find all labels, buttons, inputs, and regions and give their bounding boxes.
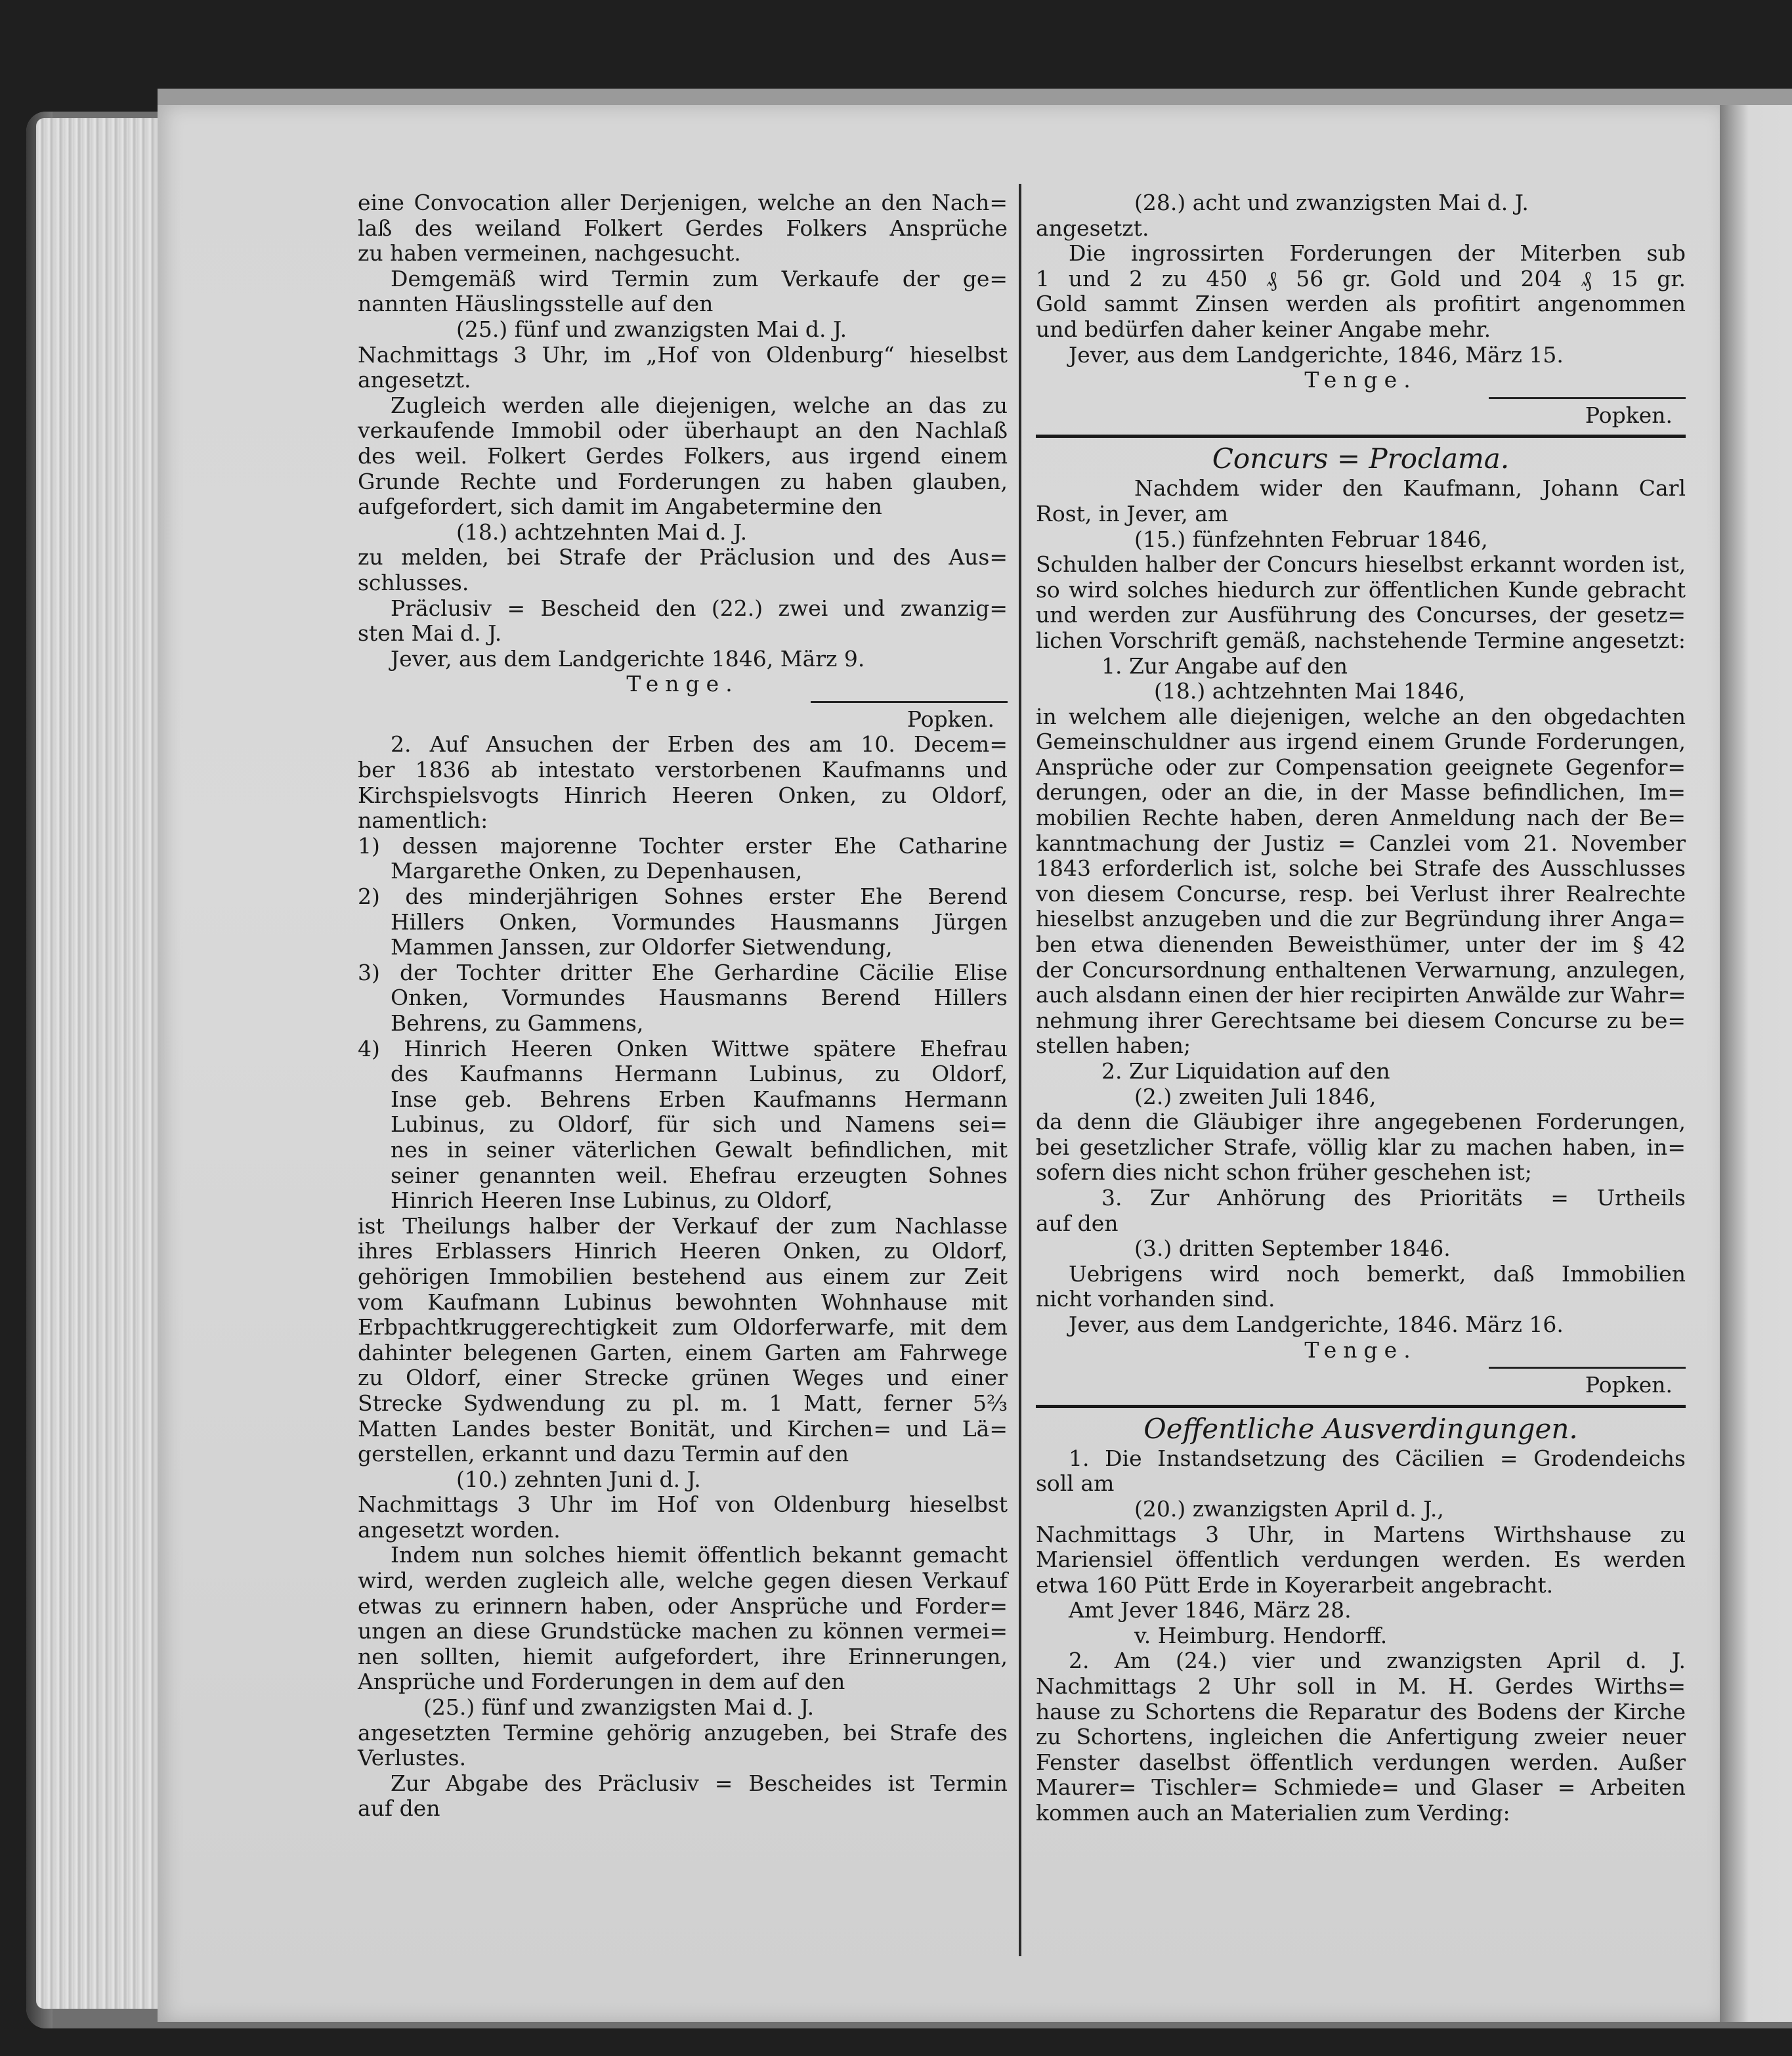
text-line: Hinrich Heeren Inse Lubinus, zu Oldorf, (391, 1188, 833, 1214)
text-line: laß des weiland Folkert Gerdes Folkers Ansprüche (358, 215, 1008, 241)
text-line: 3. Zur Anhörung des Prioritäts = Urtheils (1101, 1184, 1686, 1210)
text-line: des weil. Folkert Gerdes Folkers, aus irgend einem (358, 442, 1008, 469)
text-line: Zugleich werden alle diejenigen, welche an das zu (391, 392, 1008, 418)
text-line: Fenster daselbst öffentlich verdungen werden. Außer (1036, 1749, 1686, 1775)
text-line: Ansprüche oder zur Compensation geeignete Gegenfor= (1036, 754, 1686, 780)
text-line: Strecke Sydwendung zu pl. m. 1 Matt, ferner 5⅔ (358, 1390, 1008, 1416)
signature-rule (1489, 1367, 1686, 1369)
text-line: lichen Vorschrift gemäß, nachstehende Termine angesetzt: (1036, 627, 1686, 653)
text-line: (10.) zehnten Juni d. J. (456, 1466, 701, 1492)
text-line: Demgemäß wird Termin zum Verkaufe der ge= (391, 265, 1008, 291)
text-line: nehmung ihrer Gerechtsame bei diesem Concurse zu be= (1036, 1007, 1686, 1033)
signature-rule (1489, 397, 1686, 399)
text-line: Mammen Janssen, zur Oldorfer Sietwendung, (391, 934, 893, 960)
text-line: hause zu Schortens die Reparatur des Bodens der Kirche (1036, 1698, 1686, 1724)
text-line: (15.) fünfzehnten Februar 1846, (1134, 526, 1488, 552)
text-line: Maurer= Tischler= Schmiede= und Glaser = Arbeiten (1036, 1774, 1686, 1801)
text-line: kanntmachung der Justiz = Canzlei vom 21. November (1036, 830, 1686, 856)
text-line: Grunde Rechte und Forderungen zu haben glauben, (358, 468, 1008, 494)
text-line: (25.) fünf und zwanzigsten Mai d. J. (423, 1694, 815, 1721)
text-line: Verlustes. (358, 1745, 467, 1771)
text-line: 2. Zur Liquidation auf den (1101, 1058, 1390, 1084)
text-line: Tenge. (1304, 1337, 1417, 1363)
text-line: Amt Jever 1846, März 28. (1069, 1597, 1352, 1623)
text-line: ben etwa dienenden Beweisthümer, unter der im § 42 (1036, 932, 1686, 958)
text-line: schlusses. (358, 569, 469, 595)
text-line: stellen haben; (1036, 1033, 1191, 1059)
section-divider (1036, 435, 1686, 438)
page-edges (36, 118, 167, 2009)
left-text-column (358, 190, 1008, 1822)
text-line: Onken, Vormundes Hausmanns Berend Hillers (391, 985, 1008, 1011)
text-line: Gemeinschuldner aus irgend einem Grunde Forderungen, (1036, 729, 1686, 755)
text-line: Inse geb. Behrens Erben Kaufmanns Hermann (391, 1086, 1008, 1112)
text-line: (18.) achtzehnten Mai 1846, (1154, 678, 1466, 704)
text-line: sofern dies nicht schon früher geschehen ist; (1036, 1159, 1532, 1186)
text-line: Indem nun solches hiemit öffentlich bekannt gemacht (391, 1542, 1008, 1568)
text-line: Nachmittags 3 Uhr im Hof von Oldenburg hieselbst (358, 1491, 1008, 1518)
text-line: kommen auch an Materialien zum Verding: (1036, 1800, 1510, 1826)
text-line: Zur Abgabe des Präclusiv = Bescheides ist Termin (391, 1770, 1008, 1796)
text-line: 4) Hinrich Heeren Onken Wittwe spätere Ehefrau (358, 1035, 1008, 1061)
text-line: gehörigen Immobilien bestehend aus einem zur Zeit (358, 1263, 1008, 1289)
section-heading: Oeffentliche Ausverdingungen. (1143, 1412, 1578, 1445)
text-line: 1) dessen majorenne Tochter erster Ehe Catharine (358, 832, 1008, 859)
text-line: angesetzt. (358, 367, 471, 393)
text-line: etwas zu erinnern haben, oder Ansprüche und Forder= (358, 1593, 1008, 1619)
text-line: derungen, oder an die, in der Masse befindlichen, Im= (1036, 779, 1686, 805)
text-line: auf den (358, 1795, 440, 1822)
text-line: 1. Die Instandsetzung des Cäcilien = Grodendeichs (1069, 1445, 1686, 1471)
text-line: von diesem Concurse, resp. bei Verlust ihrer Realrechte (1036, 880, 1686, 907)
section-divider (1036, 1405, 1686, 1408)
text-line: seiner genannten weil. Ehefrau erzeugten Sohnes (391, 1162, 1008, 1188)
text-line: Rost, in Jever, am (1036, 500, 1229, 526)
text-line: ungen an diese Grundstücke machen zu können vermei= (358, 1618, 1008, 1644)
text-line: ist Theilungs halber der Verkauf der zum Nachlasse (358, 1212, 1008, 1239)
text-line: angesetzt. (1036, 215, 1149, 241)
text-line: Kirchspielsvogts Hinrich Heeren Onken, zu Oldorf, (358, 782, 1008, 808)
text-line: in welchem alle diejenigen, welche an den obgedachten (1036, 703, 1686, 729)
text-line: Präclusiv = Bescheid den (22.) zwei und zwanzig= (391, 595, 1008, 621)
text-line: und werden zur Ausführung des Concurses, der gesetz= (1036, 602, 1686, 628)
text-line: Behrens, zu Gammens, (391, 1010, 644, 1036)
text-line: 1. Zur Angabe auf den (1101, 653, 1348, 679)
text-line: Ansprüche und Forderungen in dem auf den (358, 1669, 845, 1695)
text-line: mobilien Rechte haben, deren Anmeldung nach der Be= (1036, 805, 1686, 831)
text-line: Tenge. (626, 671, 739, 697)
text-line: Jever, aus dem Landgerichte, 1846. März 16. (1069, 1311, 1564, 1337)
text-line: etwa 160 Pütt Erde in Koyerarbeit angebracht. (1036, 1572, 1554, 1598)
text-line: nannten Häuslingsstelle auf den (358, 291, 714, 317)
facing-page-edge (1720, 105, 1792, 2022)
text-line: und bedürfen daher keiner Angabe mehr. (1036, 316, 1491, 342)
text-line: Nachdem wider den Kaufmann, Johann Carl (1134, 475, 1686, 502)
text-line: der Concursordnung enthaltenen Verwarnung, anzulegen, (1036, 956, 1686, 983)
text-line: 2. Am (24.) vier und zwanzigsten April d. J. (1069, 1648, 1686, 1674)
text-line: (28.) acht und zwanzigsten Mai d. J. (1134, 190, 1529, 215)
text-line: so wird solches hiedurch zur öffentlichen Kunde gebracht (1036, 576, 1686, 603)
text-line: gerstellen, erkannt und dazu Termin auf den (358, 1441, 849, 1467)
text-line: (25.) fünf und zwanzigsten Mai d. J. (456, 316, 847, 342)
text-line: 2. Auf Ansuchen der Erben des am 10. Decem= (391, 731, 1008, 758)
text-line: Die ingrossirten Forderungen der Miterben sub (1069, 240, 1686, 267)
text-line: soll am (1036, 1470, 1115, 1497)
text-line: auch alsdann einen der hier recipirten Anwälde zur Wahr= (1036, 982, 1686, 1008)
text-line: nes in seiner väterlichen Gewalt befindlichen, mit (391, 1136, 1008, 1163)
text-line: Hillers Onken, Vormundes Hausmanns Jürgen (391, 909, 1008, 935)
text-line: Lubinus, zu Oldorf, für sich und Namens sei= (391, 1111, 1008, 1138)
signature-rule (811, 701, 1008, 703)
text-line: (3.) dritten September 1846. (1134, 1235, 1451, 1262)
text-line: (20.) zwanzigsten April d. J., (1134, 1495, 1444, 1522)
text-line: 3) der Tochter dritter Ehe Gerhardine Cäcilie Elise (358, 959, 1008, 985)
text-line: des Kaufmanns Hermann Lubinus, zu Oldorf, (391, 1061, 1008, 1087)
text-line: bei gesetzlicher Strafe, völlig klar zu machen haben, in= (1036, 1134, 1686, 1160)
text-line: da denn die Gläubiger ihre angegebenen Forderungen, (1036, 1109, 1686, 1135)
text-line: dahinter belegenen Garten, einem Garten am Fahrwege (358, 1339, 1008, 1365)
text-line: 2) des minderjährigen Sohnes erster Ehe Berend (358, 884, 1008, 910)
text-line: Schulden halber der Concurs hieselbst erkannt worden ist, (1036, 551, 1686, 578)
right-text-column (1036, 190, 1686, 1826)
column-divider (1019, 184, 1021, 1956)
text-line: eine Convocation aller Derjenigen, welche an den Nach= (358, 190, 1008, 215)
text-line: Popken. (1585, 1372, 1673, 1398)
text-line: vom Kaufmann Lubinus bewohnten Wohnhause mit (358, 1289, 1008, 1315)
text-line: Popken. (1585, 402, 1673, 428)
text-line: (18.) achtzehnten Mai d. J. (456, 519, 748, 545)
text-line: angesetzten Termine gehörig anzugeben, bei Strafe des (358, 1719, 1008, 1745)
text-line: Matten Landes bester Bonität, und Kirchen= und Lä= (358, 1415, 1008, 1442)
text-line: v. Heimburg. Hendorff. (1134, 1622, 1388, 1648)
text-line: (2.) zweiten Juli 1846, (1134, 1083, 1376, 1109)
text-line: Jever, aus dem Landgerichte, 1846, März 15. (1069, 341, 1564, 368)
text-line: hieselbst anzugeben und die zur Begründung ihrer Anga= (1036, 906, 1686, 932)
text-line: 1843 erforderlich ist, solche bei Strafe des Ausschlusses (1036, 855, 1686, 882)
text-line: zu melden, bei Strafe der Präclusion und des Aus= (358, 544, 1008, 570)
text-line: zu Oldorf, einer Strecke grünen Weges und einer (358, 1365, 1008, 1391)
text-line: Erbpachtkruggerechtigkeit zum Oldorferwarfe, mit dem (358, 1314, 1008, 1340)
text-line: Gold sammt Zinsen werden als profitirt angenommen (1036, 291, 1686, 317)
text-line: ber 1836 ab intestato verstorbenen Kaufmanns und (358, 757, 1008, 783)
text-line: verkaufende Immobil oder überhaupt an den Nachlaß (358, 418, 1008, 444)
section-heading: Concurs = Proclama. (1212, 442, 1510, 475)
text-line: namentlich: (358, 807, 488, 834)
text-line: zu haben vermeinen, nachgesucht. (358, 240, 741, 267)
text-line: Mariensiel öffentlich verdungen werden. Es werden (1036, 1547, 1686, 1573)
text-line: zu Schortens, ingleichen die Anfertigung zweier neuer (1036, 1724, 1686, 1750)
text-line: Nachmittags 3 Uhr, in Martens Wirthshause zu (1036, 1521, 1686, 1547)
text-line: nen sollten, hiemit aufgefordert, ihre Erinnerungen, (358, 1643, 1008, 1669)
text-line: sten Mai d. J. (358, 620, 502, 647)
text-line: Margarethe Onken, zu Depenhausen, (391, 858, 803, 884)
text-line: wird, werden zugleich alle, welche gegen diesen Verkauf (358, 1568, 1008, 1594)
text-line: angesetzt worden. (358, 1516, 561, 1543)
text-line: nicht vorhanden sind. (1036, 1286, 1275, 1312)
text-line: Uebrigens wird noch bemerkt, daß Immobilien (1069, 1260, 1686, 1287)
text-line: Tenge. (1304, 367, 1417, 393)
text-line: Jever, aus dem Landgerichte 1846, März 9. (391, 645, 865, 672)
text-line: ihres Erblassers Hinrich Heeren Onken, zu Oldorf, (358, 1238, 1008, 1264)
text-line: 1 und 2 zu 450 ₰ 56 gr. Gold und 204 ₰ 15 gr. (1036, 265, 1686, 291)
text-line: Nachmittags 2 Uhr soll in M. H. Gerdes Wirths= (1036, 1673, 1686, 1700)
text-line: auf den (1036, 1210, 1119, 1236)
text-line: aufgefordert, sich damit im Angabetermine den (358, 494, 882, 520)
text-line: Popken. (907, 706, 994, 732)
text-line: Nachmittags 3 Uhr, im „Hof von Oldenburg“ hieselbst (358, 341, 1008, 368)
